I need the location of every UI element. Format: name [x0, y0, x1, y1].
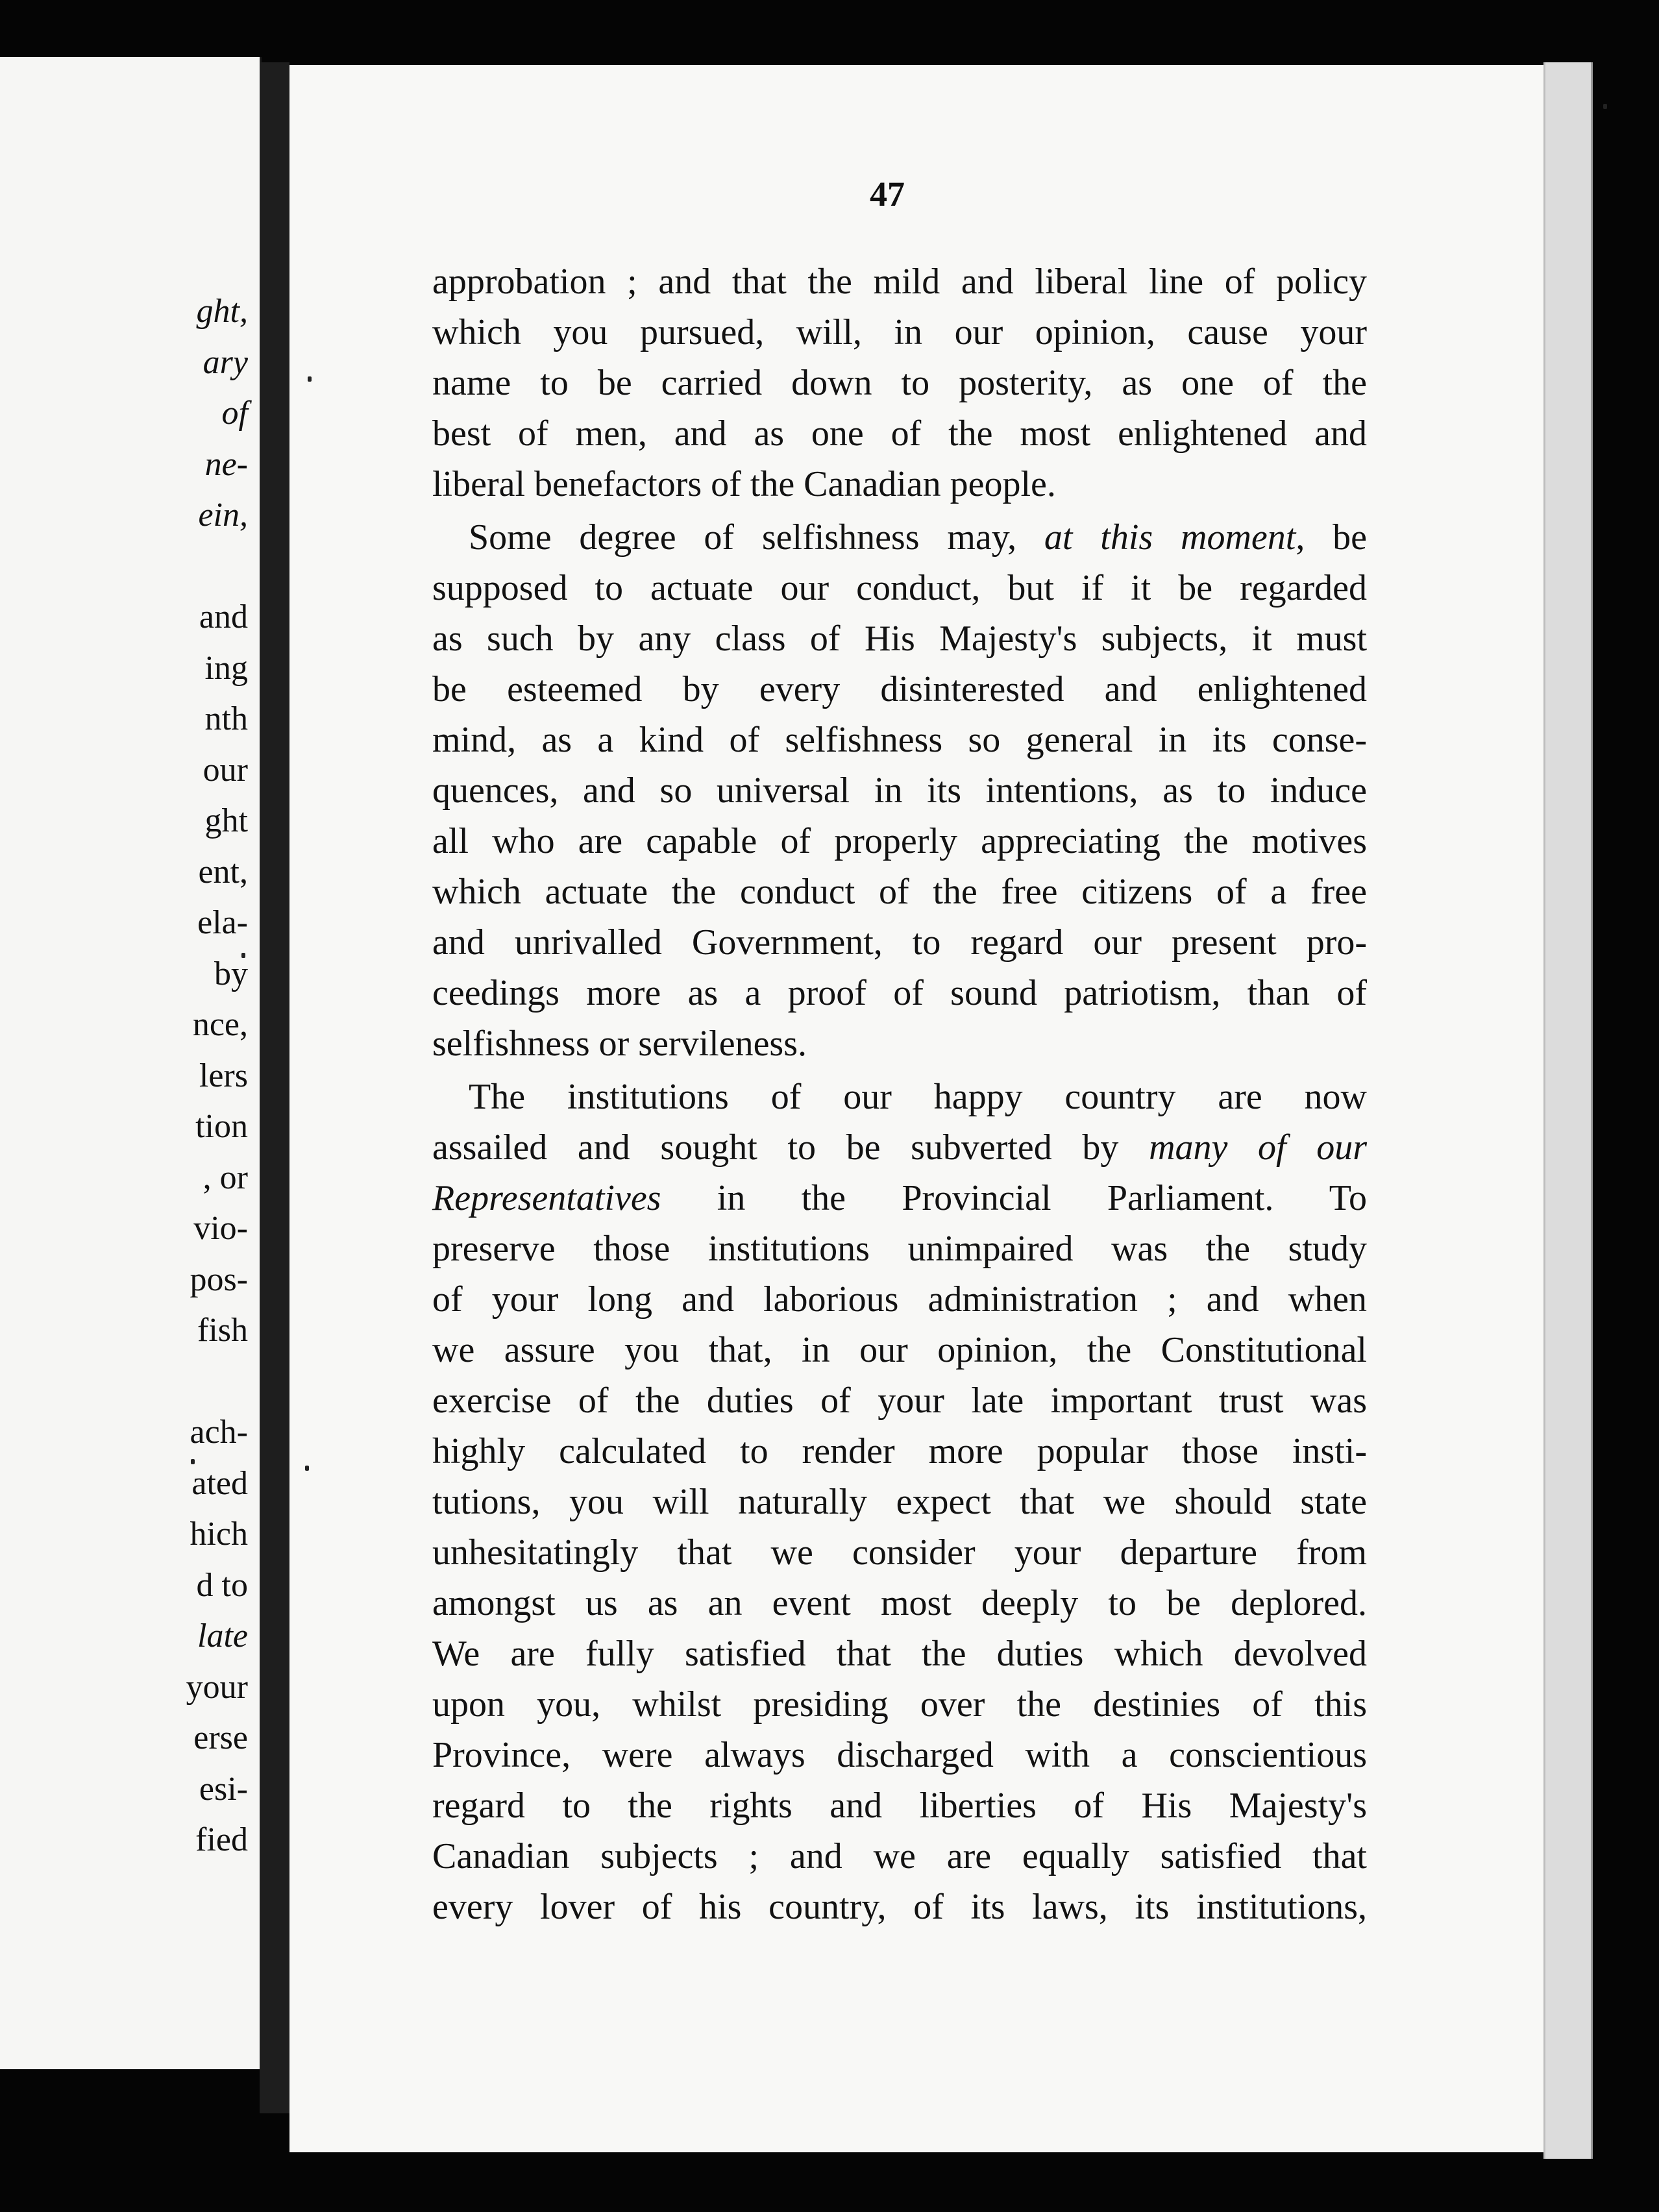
left-page-line: by	[214, 955, 248, 992]
left-page-line: and	[199, 598, 248, 635]
text-segment: The institutions of our happy country are now	[432, 1077, 1367, 1117]
text-segment: all who are capable of properly appreciating the motives	[432, 821, 1367, 861]
text-line	[432, 664, 1367, 715]
text-line	[432, 1173, 1367, 1223]
text-line	[432, 765, 1367, 816]
text-segment: highly calculated to render more popular those insti-	[432, 1431, 1367, 1471]
text-line	[432, 1375, 1367, 1426]
text-line	[432, 512, 1367, 563]
text-segment: name to be carried down to posterity, as one of the	[432, 363, 1367, 403]
text-line	[432, 459, 1367, 510]
text-line	[432, 1527, 1367, 1578]
text-segment: selfishness or servileness.	[432, 1024, 807, 1064]
text-line	[432, 1628, 1367, 1679]
page-body-text	[432, 256, 1367, 1932]
text-line	[432, 1780, 1367, 1831]
text-segment: exercise of the duties of your late important trust was	[432, 1381, 1367, 1421]
left-page-line: ach-	[190, 1414, 248, 1451]
text-segment: upon you, whilst presiding over the destinies of this	[432, 1684, 1367, 1725]
left-page-line: vio-	[193, 1210, 248, 1247]
text-segment: mind, as a kind of selfishness so general in its conse-	[432, 720, 1367, 760]
text-segment: and unrivalled Government, to regard our present pro-	[432, 922, 1367, 963]
text-line	[432, 917, 1367, 968]
italic-text: Representatives	[432, 1178, 661, 1218]
left-page-line: our	[203, 751, 248, 789]
left-page-text	[0, 0, 257, 2212]
text-segment: assailed and sought to be subverted by	[432, 1127, 1149, 1168]
ink-speck	[305, 1466, 309, 1471]
left-page-line: your	[186, 1668, 248, 1706]
text-segment: , be	[1296, 517, 1367, 558]
text-segment: be esteemed by every disinterested and enlightened	[432, 669, 1367, 709]
text-segment: approbation ; and that the mild and liberal line of policy	[432, 262, 1367, 302]
text-line	[432, 715, 1367, 765]
text-line	[432, 1730, 1367, 1780]
text-segment: Province, were always discharged with a conscientious	[432, 1735, 1367, 1775]
text-segment: Some degree of selfishness may,	[432, 517, 1044, 558]
italic-text: many of our	[1149, 1127, 1367, 1168]
text-line	[432, 1018, 1367, 1069]
text-segment: every lover of his country, of its laws, its institutions,	[432, 1887, 1367, 1927]
left-page-line: esi-	[199, 1770, 248, 1808]
text-segment: quences, and so universal in its intentions, as to induce	[432, 770, 1367, 811]
left-page-line: ent,	[198, 853, 248, 891]
left-page-line: ght,	[196, 293, 248, 330]
page-edge-stack	[1543, 62, 1593, 2159]
text-line	[432, 1477, 1367, 1527]
page-number: 47	[870, 175, 905, 214]
left-page-line: , or	[203, 1159, 248, 1196]
text-segment: supposed to actuate our conduct, but if it be regarded	[432, 568, 1367, 608]
left-page-line: ein,	[198, 497, 248, 534]
text-segment: which actuate the conduct of the free citizens of a free	[432, 872, 1367, 912]
left-page-line: fish	[197, 1312, 248, 1349]
text-line	[432, 1679, 1367, 1730]
text-segment: preserve those institutions unimpaired was the study	[432, 1229, 1367, 1269]
text-line	[432, 1578, 1367, 1628]
text-line	[432, 1072, 1367, 1122]
text-segment: which you pursued, will, in our opinion, cause your	[432, 312, 1367, 352]
text-line	[432, 816, 1367, 866]
left-page-line: nth	[204, 700, 248, 737]
text-line	[432, 1882, 1367, 1932]
text-segment: ceedings more as a proof of sound patriotism, than of	[432, 973, 1367, 1013]
text-line	[432, 1274, 1367, 1325]
left-page-line: nce,	[192, 1006, 248, 1043]
left-page-line: erse	[193, 1719, 248, 1756]
text-line	[432, 358, 1367, 408]
left-page-line: ght	[204, 802, 248, 839]
text-line	[432, 563, 1367, 613]
text-segment: Canadian subjects ; and we are equally satisfied that	[432, 1836, 1367, 1876]
text-segment: We are fully satisfied that the duties which devolved	[432, 1634, 1367, 1674]
text-line	[432, 408, 1367, 459]
left-page-line: ela-	[197, 904, 248, 941]
text-segment: liberal benefactors of the Canadian people.	[432, 464, 1056, 504]
text-segment: as such by any class of His Majesty's subjects, it must	[432, 619, 1367, 659]
left-page-line: ated	[191, 1464, 248, 1502]
text-segment: amongst us as an event most deeply to be deplored.	[432, 1583, 1367, 1623]
left-page-line: hich	[190, 1516, 248, 1553]
text-line	[432, 1122, 1367, 1173]
left-page-line: ary	[203, 343, 248, 381]
text-line	[432, 1325, 1367, 1375]
text-line	[432, 1831, 1367, 1882]
text-line	[432, 1426, 1367, 1477]
book-gutter	[260, 62, 289, 2113]
text-segment: in the Provincial Parliament. To	[661, 1178, 1367, 1218]
text-line	[432, 1223, 1367, 1274]
text-segment: tutions, you will naturally expect that we should state	[432, 1482, 1367, 1522]
left-page-line: d to	[196, 1566, 248, 1604]
text-segment: regard to the rights and liberties of His Majesty's	[432, 1786, 1367, 1826]
text-line	[432, 307, 1367, 358]
left-page-line: ing	[204, 649, 248, 687]
text-line	[432, 866, 1367, 917]
text-segment: best of men, and as one of the most enlightened and	[432, 413, 1367, 454]
left-page-line: pos-	[190, 1260, 248, 1298]
text-line	[432, 256, 1367, 307]
left-page-line: fied	[195, 1821, 248, 1858]
text-segment: we assure you that, in our opinion, the Constitutional	[432, 1330, 1367, 1370]
ink-speck	[308, 376, 312, 382]
text-segment: of your long and laborious administration ; and when	[432, 1279, 1367, 1320]
text-segment: unhesitatingly that we consider your departure from	[432, 1532, 1367, 1573]
left-page-line: late	[197, 1617, 248, 1654]
left-page-line: of	[221, 395, 248, 432]
left-page-line: ne-	[204, 445, 248, 483]
italic-text: at this moment	[1044, 517, 1296, 558]
left-page-line: tion	[195, 1108, 248, 1145]
text-line	[432, 613, 1367, 664]
ink-speck	[1603, 104, 1607, 109]
left-page-line: lers	[199, 1057, 248, 1094]
text-line	[432, 968, 1367, 1018]
